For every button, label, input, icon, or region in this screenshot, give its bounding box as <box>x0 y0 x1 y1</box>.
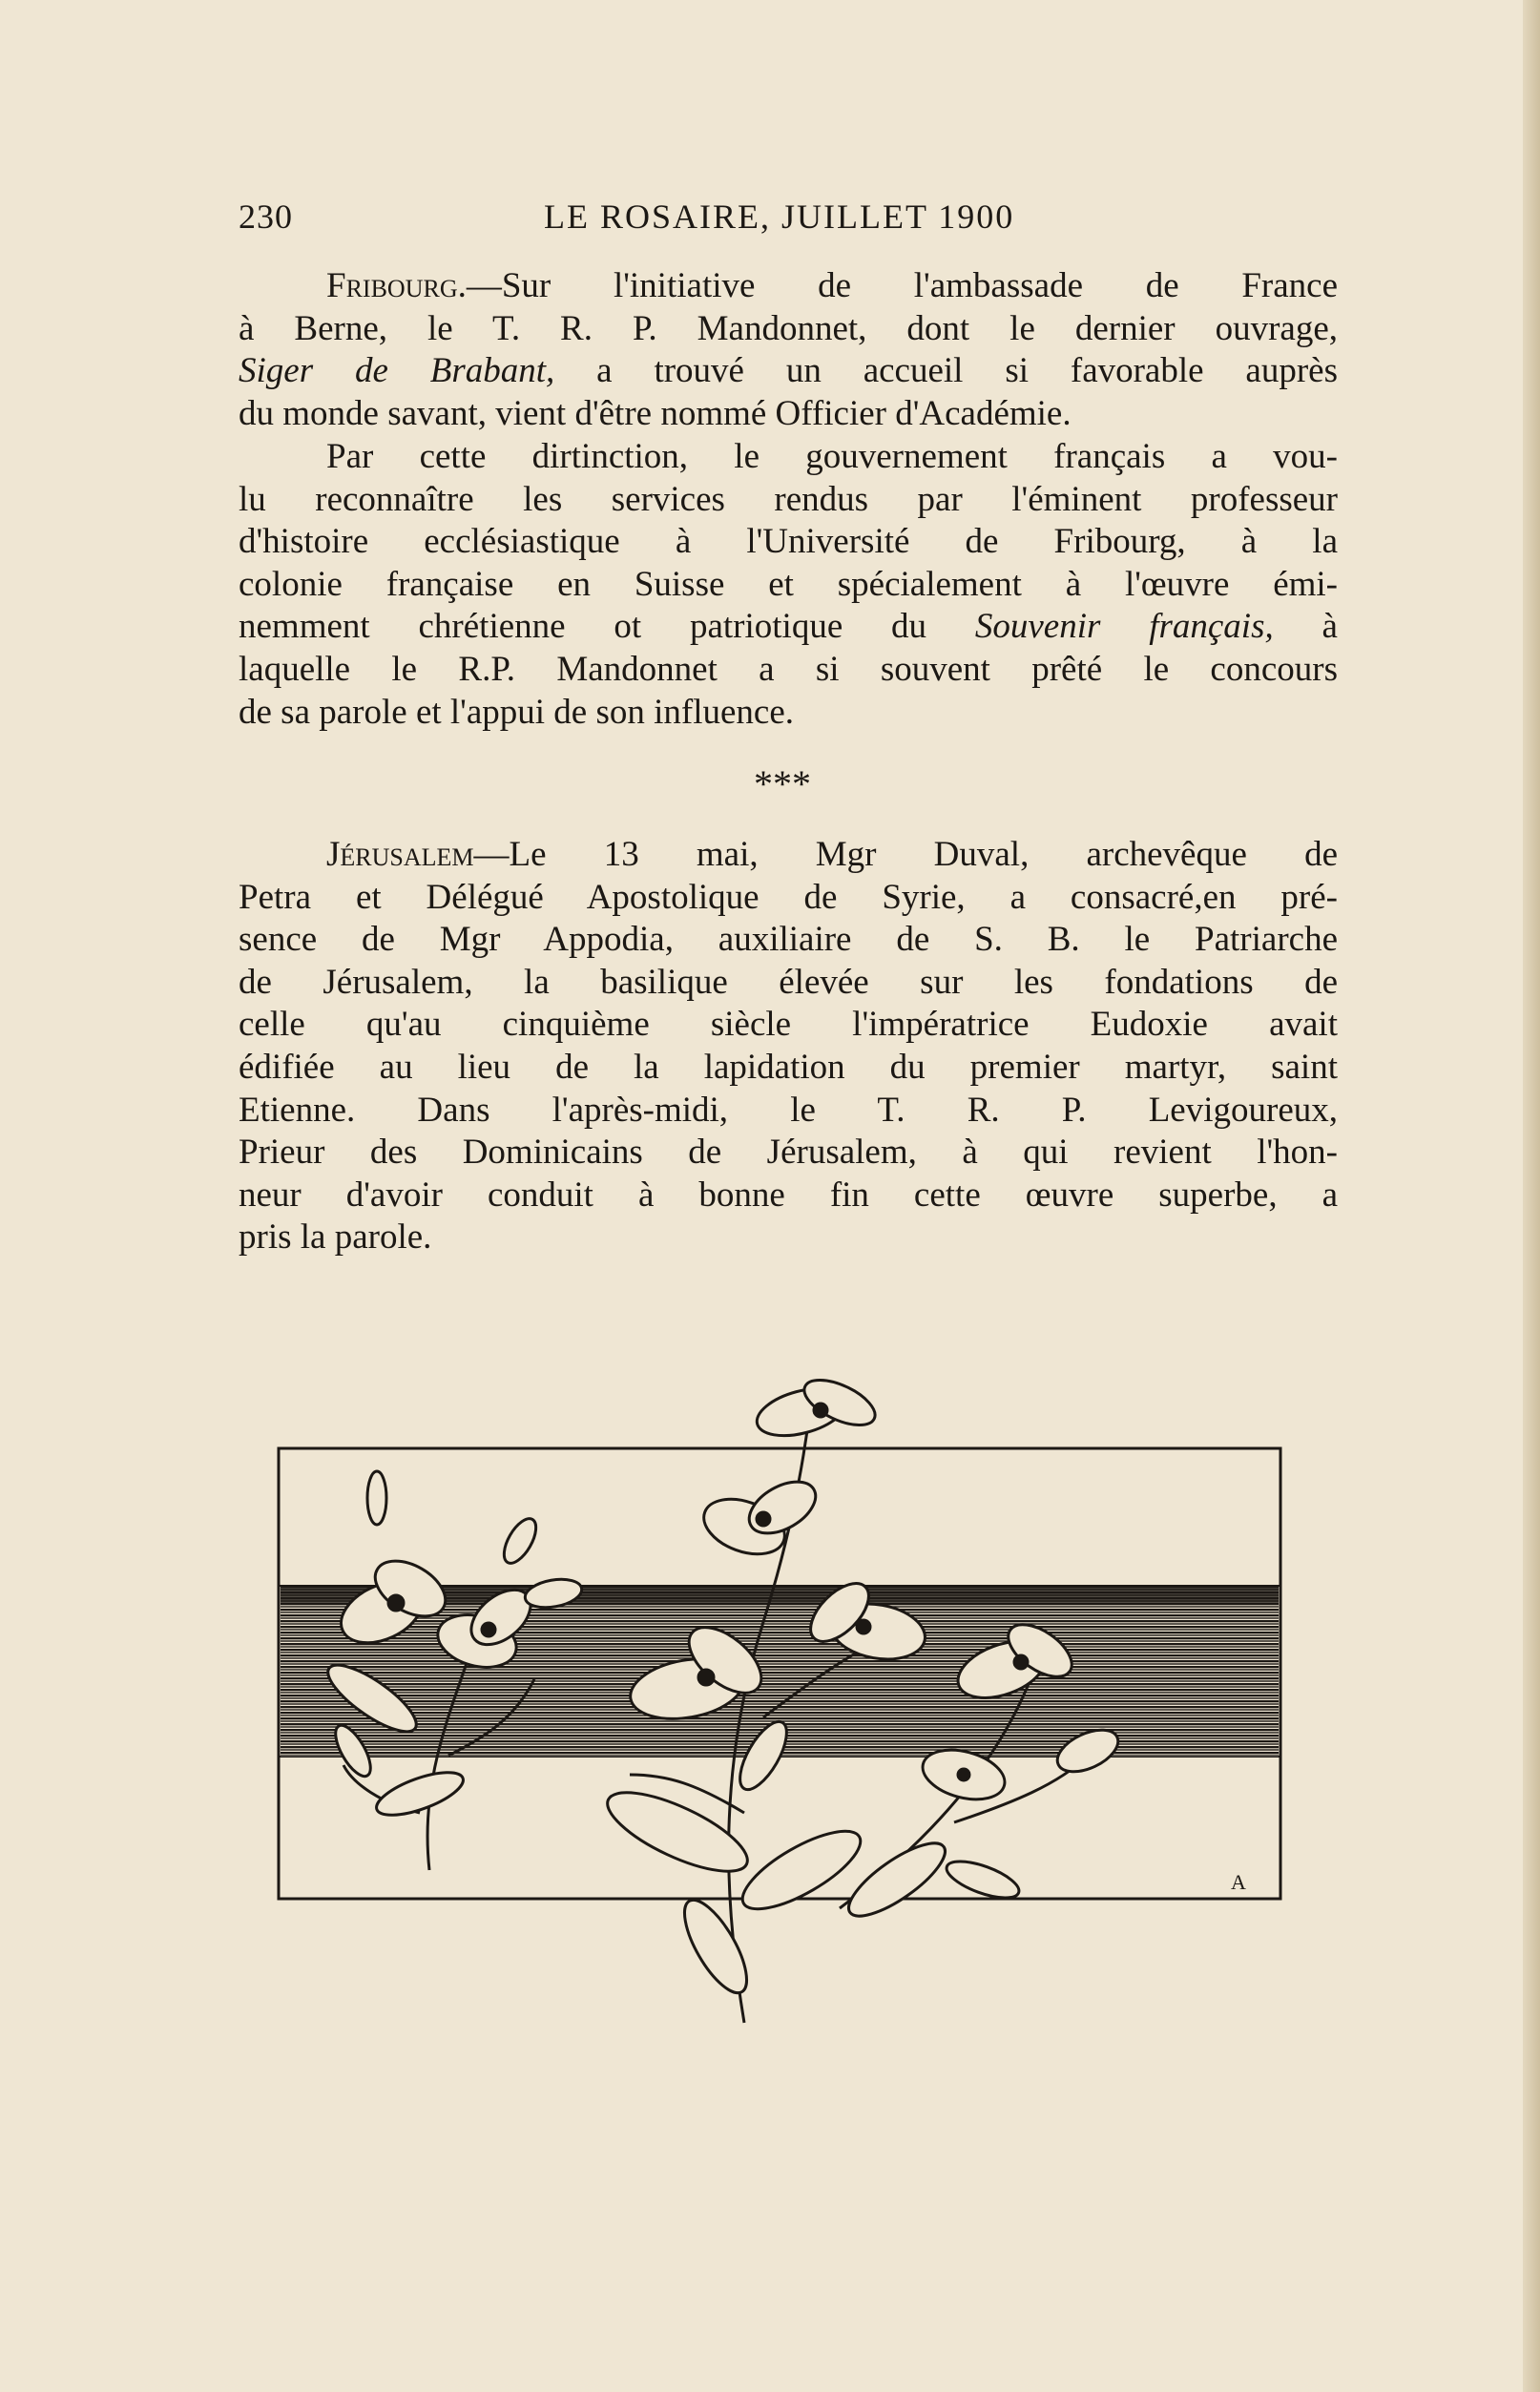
paragraph-distinction <box>239 436 1338 734</box>
text-line: édifiée au lieu de la lapidation du premier martyr, saint <box>239 1047 1338 1087</box>
text-line: lu reconnaître les services rendus par l'éminent professeur <box>239 479 1338 519</box>
page-header <box>239 191 1345 248</box>
lead-jerusalem: Jérusalem <box>326 835 474 874</box>
text-line: laquelle le R.P. Mandonnet a si souvent prêté le concours <box>239 649 1338 689</box>
text-line: neur d'avoir conduit à bonne fin cette œuvre superbe, a <box>239 1175 1338 1215</box>
text-line: du monde savant, vient d'être nommé Officier d'Académie. <box>239 393 1072 433</box>
text-line: Siger de Brabant, a trouvé un accueil si favorable auprès <box>239 351 1338 391</box>
text-line: Prieur des Dominicains de Jérusalem, à qui revient l'hon- <box>239 1133 1338 1173</box>
text-line: à Berne, le T. R. P. Mandonnet, dont le dernier ouvrage, <box>239 308 1338 348</box>
section-separator: *** <box>754 762 811 805</box>
text-line: sence de Mgr Appodia, auxiliaire de S. B. le Patriarche <box>239 920 1338 960</box>
text-line: Fribourg.—Sur l'initiative de l'ambassade de France <box>326 266 1338 305</box>
text-line: Etienne. Dans l'après-midi, le T. R. P. Levigoureux, <box>239 1090 1338 1130</box>
souvenir-francais: Souvenir français, <box>974 607 1274 647</box>
running-title: LE ROSAIRE, JUILLET 1900 <box>544 198 1015 236</box>
monogram: A <box>1231 1870 1246 1894</box>
text-line: colonie française en Suisse et spécialement à l'œuvre émi- <box>239 564 1338 604</box>
text-line: nemment chrétienne ot patriotique du Souvenir français, à <box>239 607 1338 647</box>
text-line: de sa parole et l'appui de son influence. <box>239 692 795 732</box>
text-line: de Jérusalem, la basilique élevée sur les fondations de <box>239 962 1338 1002</box>
text-line: Jérusalem—Le 13 mai, Mgr Duval, archevêque de <box>326 835 1338 874</box>
text-line: Petra et Délégué Apostolique de Syrie, a consacré,en pré- <box>239 877 1338 917</box>
text-line: Par cette dirtinction, le gouvernement français a vou- <box>326 437 1338 476</box>
page-number: 230 <box>239 198 293 236</box>
text-line: celle qu'au cinquième siècle l'impératrice Eudoxie avait <box>239 1005 1338 1045</box>
book-title: Siger de Brabant, <box>239 351 555 391</box>
text-line: d'histoire ecclésiastique à l'Université de Fribourg, à la <box>239 522 1338 562</box>
text-line: pris la parole. <box>239 1217 432 1258</box>
lead-fribourg: Fribourg. <box>326 266 467 305</box>
floral-ornament <box>267 1374 1298 2042</box>
page-edge <box>1523 0 1540 2392</box>
paragraph-jerusalem <box>239 834 1338 1259</box>
paragraph-fribourg <box>239 265 1338 435</box>
